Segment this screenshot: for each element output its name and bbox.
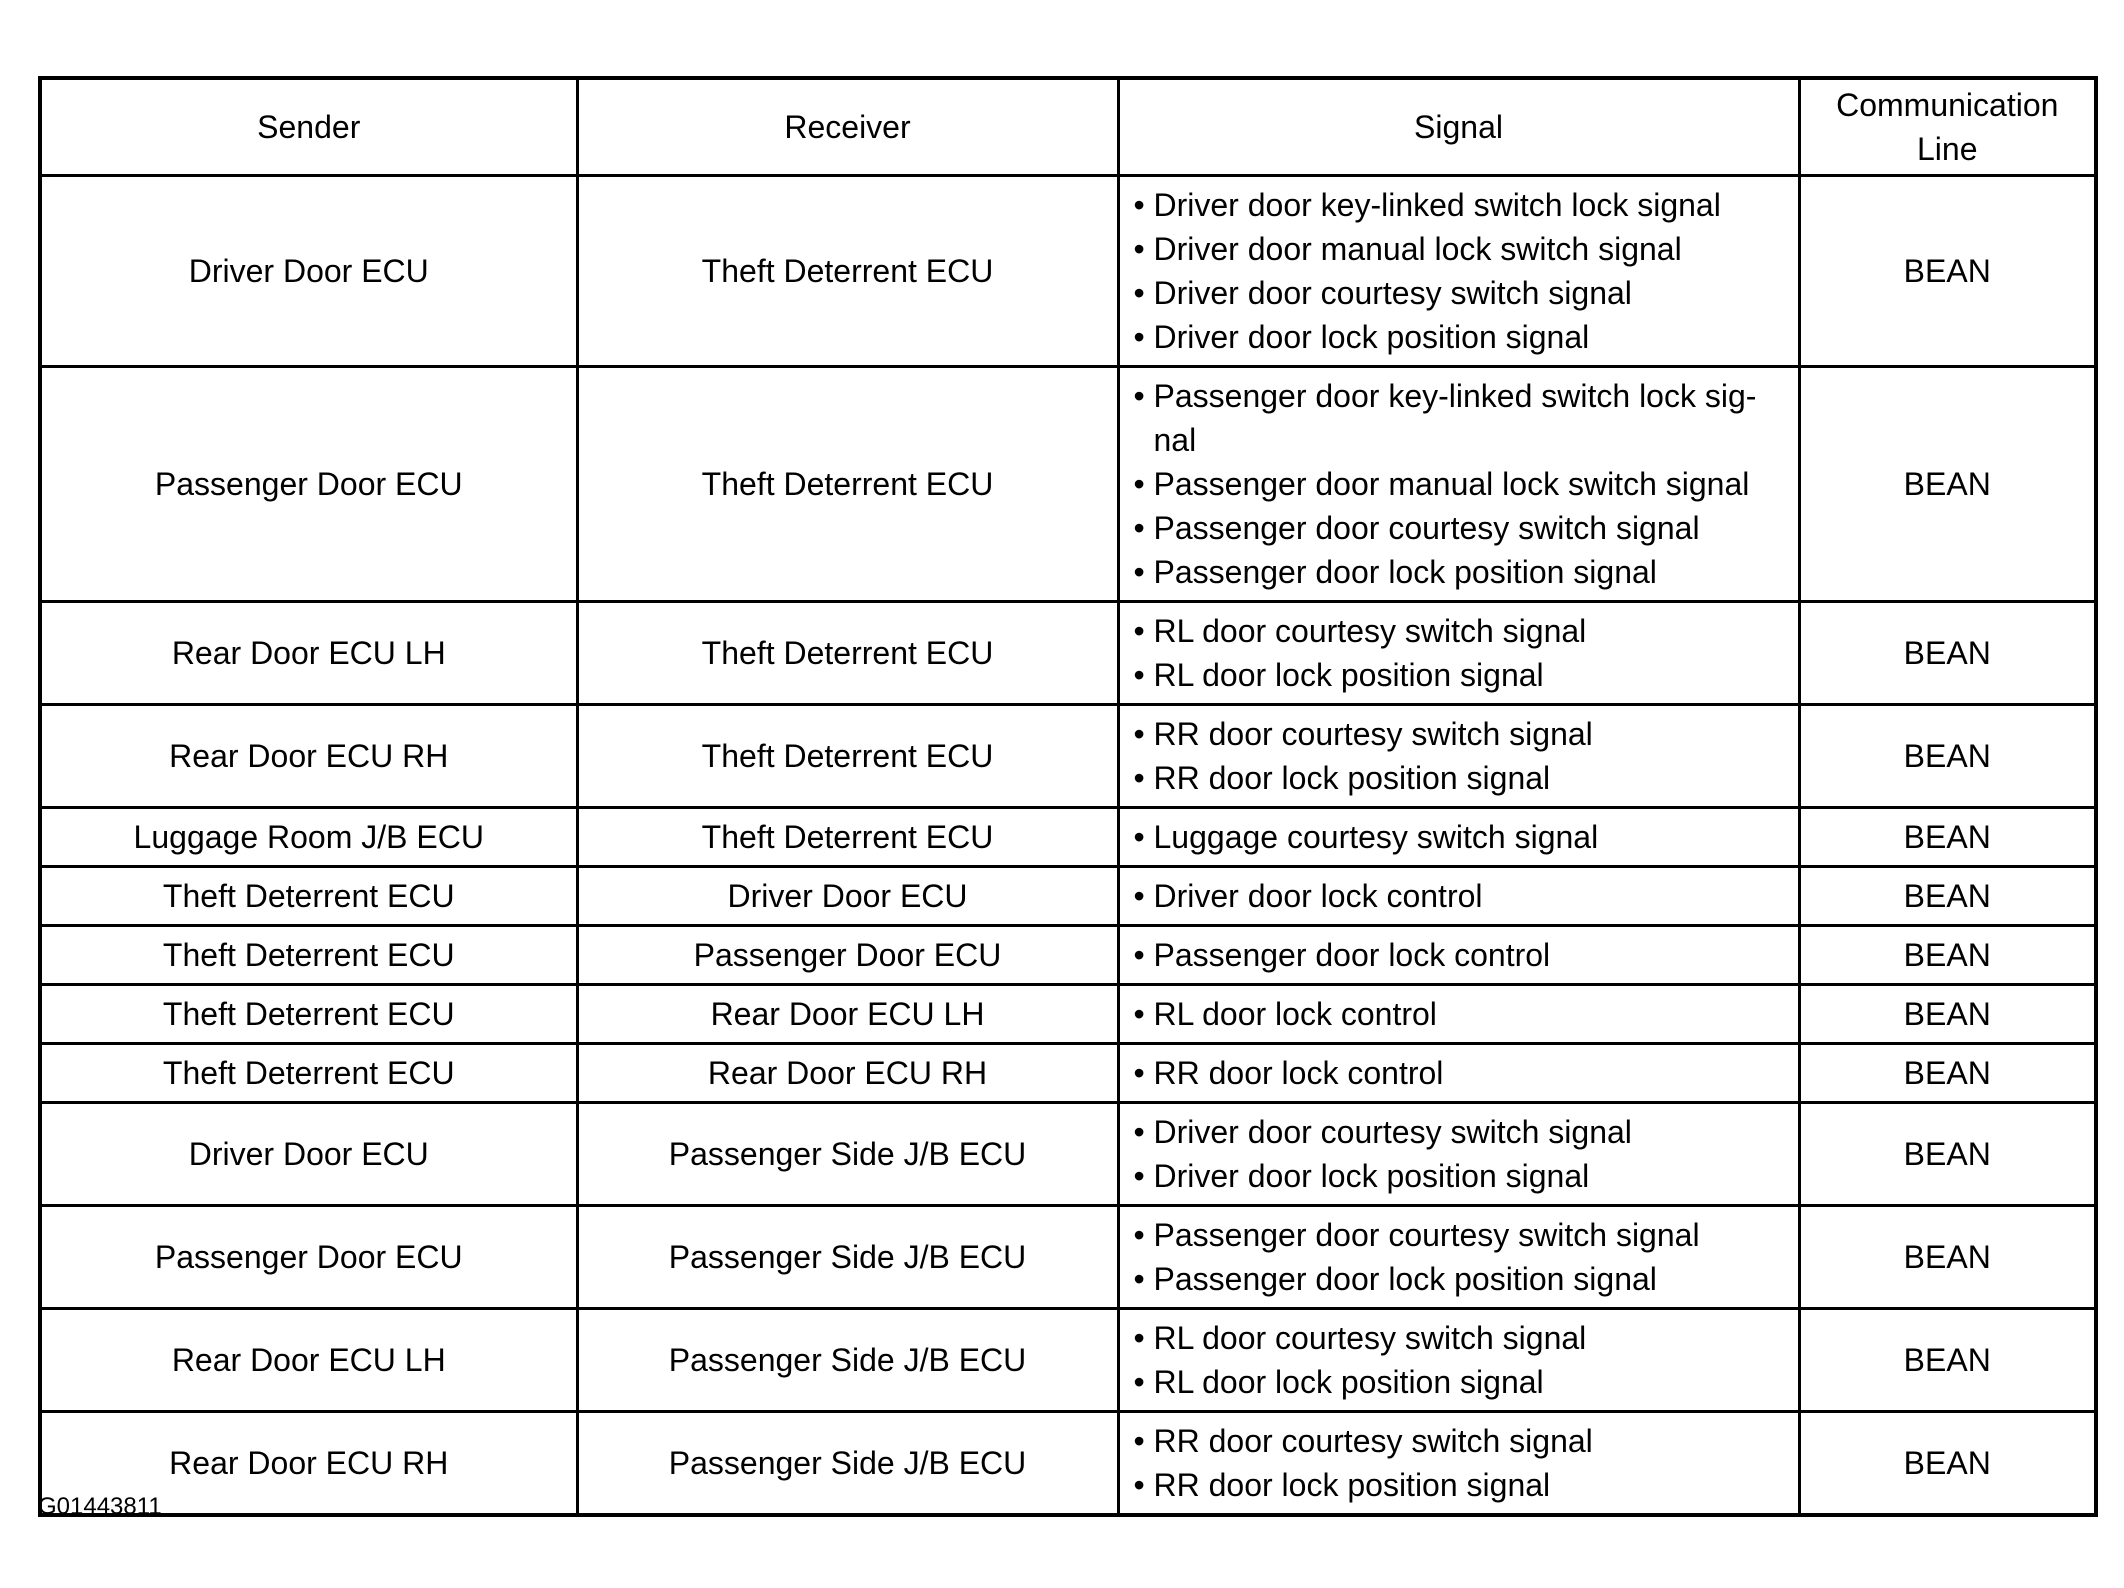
signal-cell xyxy=(1118,1412,1799,1516)
signal-cell xyxy=(1118,985,1799,1044)
communication-line-cell: BEAN xyxy=(1799,1309,2096,1412)
signal-list xyxy=(1134,183,1788,359)
signal-item: • RR door lock position signal xyxy=(1134,1463,1788,1507)
sender-cell: Theft Deterrent ECU xyxy=(40,985,577,1044)
signal-item: • Driver door lock position signal xyxy=(1134,1154,1788,1198)
signal-list xyxy=(1134,609,1788,697)
communication-line-cell: BEAN xyxy=(1799,867,2096,926)
signal-cell xyxy=(1118,1309,1799,1412)
table-row xyxy=(40,1044,2096,1103)
sender-cell: Rear Door ECU LH xyxy=(40,602,577,705)
header-sender: Sender xyxy=(40,78,577,176)
signal-item: • RR door courtesy switch signal xyxy=(1134,1419,1788,1463)
header-row xyxy=(40,78,2096,176)
receiver-cell: Theft Deterrent ECU xyxy=(577,705,1118,808)
receiver-cell: Theft Deterrent ECU xyxy=(577,808,1118,867)
receiver-cell: Passenger Door ECU xyxy=(577,926,1118,985)
communication-line-cell: BEAN xyxy=(1799,926,2096,985)
sender-cell: Driver Door ECU xyxy=(40,176,577,367)
signal-cell xyxy=(1118,1103,1799,1206)
signal-item: • RR door lock control xyxy=(1134,1051,1788,1095)
signal-item: • Driver door key-linked switch lock signal xyxy=(1134,183,1788,227)
table-row xyxy=(40,705,2096,808)
receiver-cell: Driver Door ECU xyxy=(577,867,1118,926)
communication-line-cell: BEAN xyxy=(1799,705,2096,808)
signal-item: • Passenger door lock position signal xyxy=(1134,550,1788,594)
signal-cell xyxy=(1118,367,1799,602)
signal-item: • Driver door courtesy switch signal xyxy=(1134,1110,1788,1154)
receiver-cell: Passenger Side J/B ECU xyxy=(577,1103,1118,1206)
signal-list xyxy=(1134,1051,1788,1095)
communication-line-cell: BEAN xyxy=(1799,1103,2096,1206)
sender-cell: Passenger Door ECU xyxy=(40,1206,577,1309)
communication-table xyxy=(38,76,2098,1517)
table-row xyxy=(40,176,2096,367)
signal-cell xyxy=(1118,867,1799,926)
receiver-cell: Passenger Side J/B ECU xyxy=(577,1412,1118,1516)
sender-cell: Rear Door ECU RH xyxy=(40,1412,577,1516)
communication-line-cell: BEAN xyxy=(1799,985,2096,1044)
signal-item: • RL door lock position signal xyxy=(1134,1360,1788,1404)
receiver-cell: Theft Deterrent ECU xyxy=(577,176,1118,367)
signal-list xyxy=(1134,992,1788,1036)
signal-cell xyxy=(1118,926,1799,985)
signal-cell xyxy=(1118,808,1799,867)
header-communication-line-text: Communication Line xyxy=(1836,87,2059,167)
signal-item: • RL door courtesy switch signal xyxy=(1134,609,1788,653)
communication-line-cell: BEAN xyxy=(1799,602,2096,705)
sender-cell: Driver Door ECU xyxy=(40,1103,577,1206)
signal-cell xyxy=(1118,1044,1799,1103)
signal-item: • RL door courtesy switch signal xyxy=(1134,1316,1788,1360)
signal-item: • RL door lock position signal xyxy=(1134,653,1788,697)
table-row xyxy=(40,1103,2096,1206)
signal-list xyxy=(1134,1419,1788,1507)
signal-list xyxy=(1134,374,1788,594)
signal-list xyxy=(1134,1213,1788,1301)
figure-code: G01443811 xyxy=(38,1493,162,1520)
sender-cell: Theft Deterrent ECU xyxy=(40,1044,577,1103)
communication-line-cell: BEAN xyxy=(1799,1412,2096,1516)
table-row xyxy=(40,985,2096,1044)
receiver-cell: Theft Deterrent ECU xyxy=(577,602,1118,705)
communication-line-cell: BEAN xyxy=(1799,176,2096,367)
signal-item: • Passenger door courtesy switch signal xyxy=(1134,1213,1788,1257)
table-row xyxy=(40,926,2096,985)
signal-item: • Driver door lock control xyxy=(1134,874,1788,918)
table-row xyxy=(40,367,2096,602)
communication-line-cell: BEAN xyxy=(1799,808,2096,867)
signal-cell xyxy=(1118,1206,1799,1309)
signal-item: • Passenger door manual lock switch signal xyxy=(1134,462,1788,506)
signal-item: • Driver door manual lock switch signal xyxy=(1134,227,1788,271)
header-receiver: Receiver xyxy=(577,78,1118,176)
signal-item: • Driver door courtesy switch signal xyxy=(1134,271,1788,315)
signal-item: • Luggage courtesy switch signal xyxy=(1134,815,1788,859)
table-row xyxy=(40,1412,2096,1516)
signal-item: • Passenger door key-linked switch lock sig- nal xyxy=(1134,374,1788,462)
sender-cell: Rear Door ECU RH xyxy=(40,705,577,808)
sender-cell: Theft Deterrent ECU xyxy=(40,926,577,985)
receiver-cell: Theft Deterrent ECU xyxy=(577,367,1118,602)
communication-line-cell: BEAN xyxy=(1799,1044,2096,1103)
signal-list xyxy=(1134,874,1788,918)
signal-item: • Passenger door courtesy switch signal xyxy=(1134,506,1788,550)
signal-list xyxy=(1134,712,1788,800)
table-row xyxy=(40,867,2096,926)
table-body xyxy=(40,176,2096,1516)
signal-item: • RR door courtesy switch signal xyxy=(1134,712,1788,756)
table-row xyxy=(40,1206,2096,1309)
header-communication-line xyxy=(1799,78,2096,176)
signal-list xyxy=(1134,933,1788,977)
header-signal: Signal xyxy=(1118,78,1799,176)
sender-cell: Rear Door ECU LH xyxy=(40,1309,577,1412)
communication-line-cell: BEAN xyxy=(1799,367,2096,602)
signal-item: • Passenger door lock control xyxy=(1134,933,1788,977)
receiver-cell: Passenger Side J/B ECU xyxy=(577,1309,1118,1412)
sender-cell: Luggage Room J/B ECU xyxy=(40,808,577,867)
signal-cell xyxy=(1118,705,1799,808)
receiver-cell: Passenger Side J/B ECU xyxy=(577,1206,1118,1309)
signal-list xyxy=(1134,1110,1788,1198)
signal-list xyxy=(1134,1316,1788,1404)
table-row xyxy=(40,602,2096,705)
table-row xyxy=(40,1309,2096,1412)
sender-cell: Theft Deterrent ECU xyxy=(40,867,577,926)
sender-cell: Passenger Door ECU xyxy=(40,367,577,602)
communication-line-cell: BEAN xyxy=(1799,1206,2096,1309)
signal-cell xyxy=(1118,176,1799,367)
signal-item: • RR door lock position signal xyxy=(1134,756,1788,800)
signal-item: • Driver door lock position signal xyxy=(1134,315,1788,359)
receiver-cell: Rear Door ECU RH xyxy=(577,1044,1118,1103)
signal-cell xyxy=(1118,602,1799,705)
signal-item: • RL door lock control xyxy=(1134,992,1788,1036)
table-row xyxy=(40,808,2096,867)
signal-list xyxy=(1134,815,1788,859)
receiver-cell: Rear Door ECU LH xyxy=(577,985,1118,1044)
signal-item: • Passenger door lock position signal xyxy=(1134,1257,1788,1301)
